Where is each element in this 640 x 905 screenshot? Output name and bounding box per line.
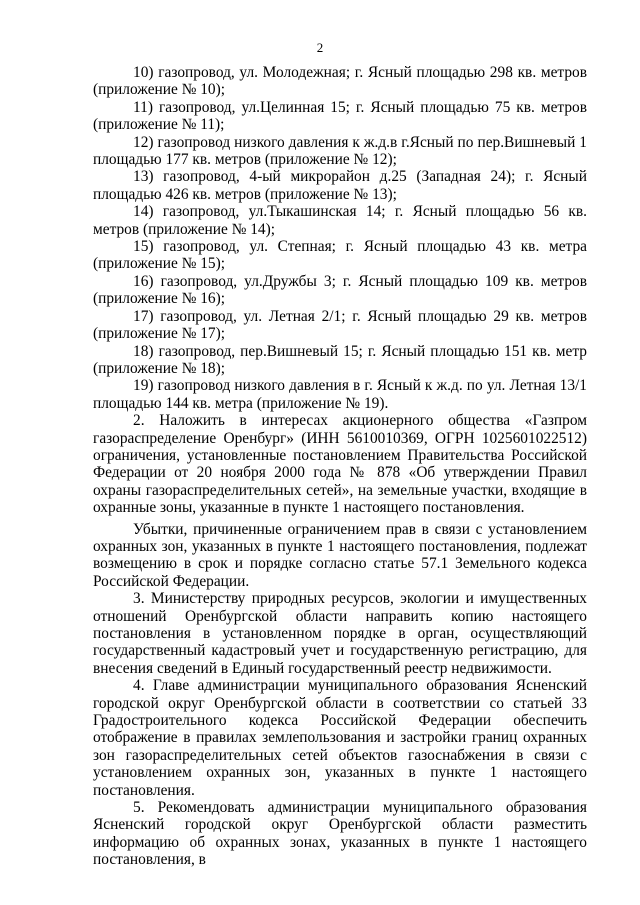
paragraph-5: 5. Рекомендовать администрации муниципального образования Ясненский городской округ Оренбургской области разместить информацию об охранных зонах, указанных в пункте 1 настоящего постановления, в xyxy=(93,799,591,869)
list-item: 12) газопровод низкого давления к ж.д.в г.Ясный по пер.Вишневый 1 площадью 177 кв. метров (приложение № 12); xyxy=(93,133,591,169)
list-item: 14) газопровод, ул.Тыкашинская 14; г. Ясный площадью 56 кв. метров (приложение № 14); xyxy=(93,203,591,238)
paragraph-3: 3. Министерству природных ресурсов, экологии и имущественных отношений Оренбургской области направить копию настоящего постановления в установленном порядке в орган, осуществляющий государственный кадастровый учет и государственную регистрацию, для внесения сведений в Единый государственный реестр недвижимости. xyxy=(93,590,591,677)
paragraph-2: 2. Наложить в интересах акционерного общества «Газпром газораспределение Оренбург» (ИНН 5610010369, ОГРН 1025601022512) ограничения, установленные постановлением Правительства Российской Федерации от 20 ноября 2000 года № 878 «Об утверждении Правил охраны газораспределительных сетей», на земельные участки, входящие в охранные зоны, указанные в пункте 1 настоящего постановления. xyxy=(93,412,591,517)
paragraph-4: 4. Главе администрации муниципального образования Ясненский городской округ Оренбургской области в соответствии со статьей 33 Градостроительного кодекса Российской Федерации обеспечить отображение в правилах землепользования и застройки границ охранных зон газораспределительных сетей объектов газоснабжения в связи с установлением охранных зон, указанных в пункте 1 настоящего постановления. xyxy=(93,677,591,799)
paragraph-2-damages: Убытки, причиненные ограничением прав в связи с установлением охранных зон, указанных в пункте 1 настоящего постановления, подлежат возмещению в срок и порядке согласно статье 57.1 Земельного кодекса Российской Федерации. xyxy=(93,520,591,590)
list-item: 15) газопровод, ул. Степная; г. Ясный площадью 43 кв. метра (приложение № 15); xyxy=(93,238,591,273)
list-item: 16) газопровод, ул.Дружбы 3; г. Ясный площадью 109 кв. метров (приложение № 16); xyxy=(93,272,591,308)
page-number: 2 xyxy=(316,40,324,55)
list-item: 11) газопровод, ул.Целинная 15; г. Ясный площадью 75 кв. метров (приложение № 11); xyxy=(93,98,591,134)
document-body xyxy=(93,64,591,869)
list-item: 10) газопровод, ул. Молодежная; г. Ясный площадью 298 кв. метров (приложение № 10); xyxy=(93,64,591,99)
list-item: 13) газопровод, 4-ый микрорайон д.25 (Западная 24); г. Ясный площадью 426 кв. метров (приложение № 13); xyxy=(93,168,591,203)
list-item: 18) газопровод, пер.Вишневый 15; г. Ясный площадью 151 кв. метр (приложение № 18); xyxy=(93,342,591,377)
list-item: 19) газопровод низкого давления в г. Ясный к ж.д. по ул. Летная 13/1 площадью 144 кв. метра (приложение № 19). xyxy=(93,377,591,412)
list-item: 17) газопровод, ул. Летная 2/1; г. Ясный площадью 29 кв. метров (приложение № 17); xyxy=(93,307,591,343)
